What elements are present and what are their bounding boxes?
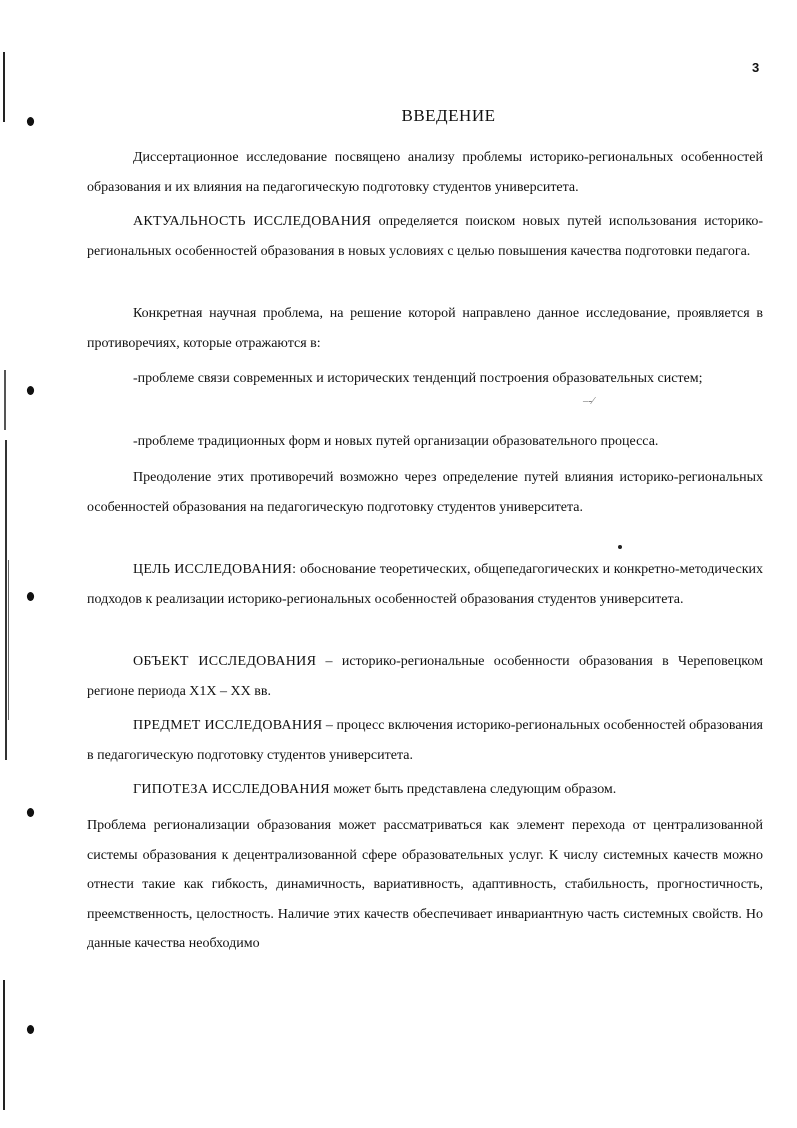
paragraph-relevance <box>87 207 763 266</box>
paragraph-problem: Конкретная научная проблема, на решение которой направлено данное исследование, проявляется в противоречиях, которые отражаются в: <box>87 306 763 351</box>
paragraph-hypothesis <box>87 775 763 805</box>
paragraph-contradiction-2: -проблеме традиционных форм и новых путей организации образовательного процесса. <box>133 434 659 449</box>
paragraph-intro: Диссертационное исследование посвящено анализу проблемы историко-региональных особенностей образования и их влияния на педагогическую подготовку студентов университета. <box>87 150 763 195</box>
section-label-relevance: АКТУАЛЬНОСТЬ ИССЛЕДОВАНИЯ <box>133 214 372 229</box>
paragraph-object <box>87 647 763 706</box>
paragraph-subject <box>87 711 763 770</box>
paragraph-text: – процесс включения историко-региональных особенностей образования в педагогическую подготовку студентов университета. <box>87 718 763 763</box>
page-title: ВВЕДЕНИЕ <box>401 106 496 125</box>
paragraph-regionalization: Проблема регионализации образования может рассматриваться как элемент перехода от централизованной системы образования к децентрализованной сфере образовательных услуг. К числу системных качеств можно отнести такие как гибкость, динамичность, вариативность, адаптивность, стабильность, прогностичность, преемственность, целостность. Наличие этих качеств обеспечивает инвариантную часть системных свойств. Но данные качества необходимо <box>87 818 763 951</box>
stray-mark: ‒‑⁄ <box>583 395 594 407</box>
section-label-goal: ЦЕЛЬ ИССЛЕДОВАНИЯ: <box>133 562 297 577</box>
paragraph-text: – историко-региональные особенности образования в Череповецком регионе периода Х1Х – ХХ вв. <box>87 654 763 699</box>
punch-hole-mark <box>27 808 34 817</box>
page-number: 3 <box>752 60 760 75</box>
punch-hole-mark <box>27 592 34 601</box>
punch-hole-mark <box>27 386 34 395</box>
section-label-object: ОБЪЕКТ ИССЛЕДОВАНИЯ <box>133 654 317 669</box>
paragraph-text: может быть представлена следующим образом. <box>329 782 617 797</box>
paragraph-contradiction-1: -проблеме связи современных и исторических тенденций построения образовательных систем; <box>133 371 703 386</box>
section-label-subject: ПРЕДМЕТ ИССЛЕДОВАНИЯ <box>133 718 323 733</box>
stray-dot <box>618 545 622 549</box>
punch-hole-mark <box>27 1025 34 1034</box>
section-label-hypothesis: ГИПОТЕЗА ИССЛЕДОВАНИЯ <box>133 782 330 797</box>
scan-edge <box>0 0 18 1128</box>
paragraph-goal <box>87 555 763 614</box>
paragraph-overcoming: Преодоление этих противоречий возможно через определение путей влияния историко-региональных особенностей образования на педагогическую подготовку студентов университета. <box>87 470 763 515</box>
paragraph-text: определяется поиском новых путей использования историко-региональных особенностей образования в новых условиях с целью повышения качества подготовки педагога. <box>87 214 763 259</box>
paragraph-text: обоснование теоретических, общепедагогических и конкретно-методических подходов к реализации историко-региональных особенностей образования студентов университета. <box>87 562 763 607</box>
